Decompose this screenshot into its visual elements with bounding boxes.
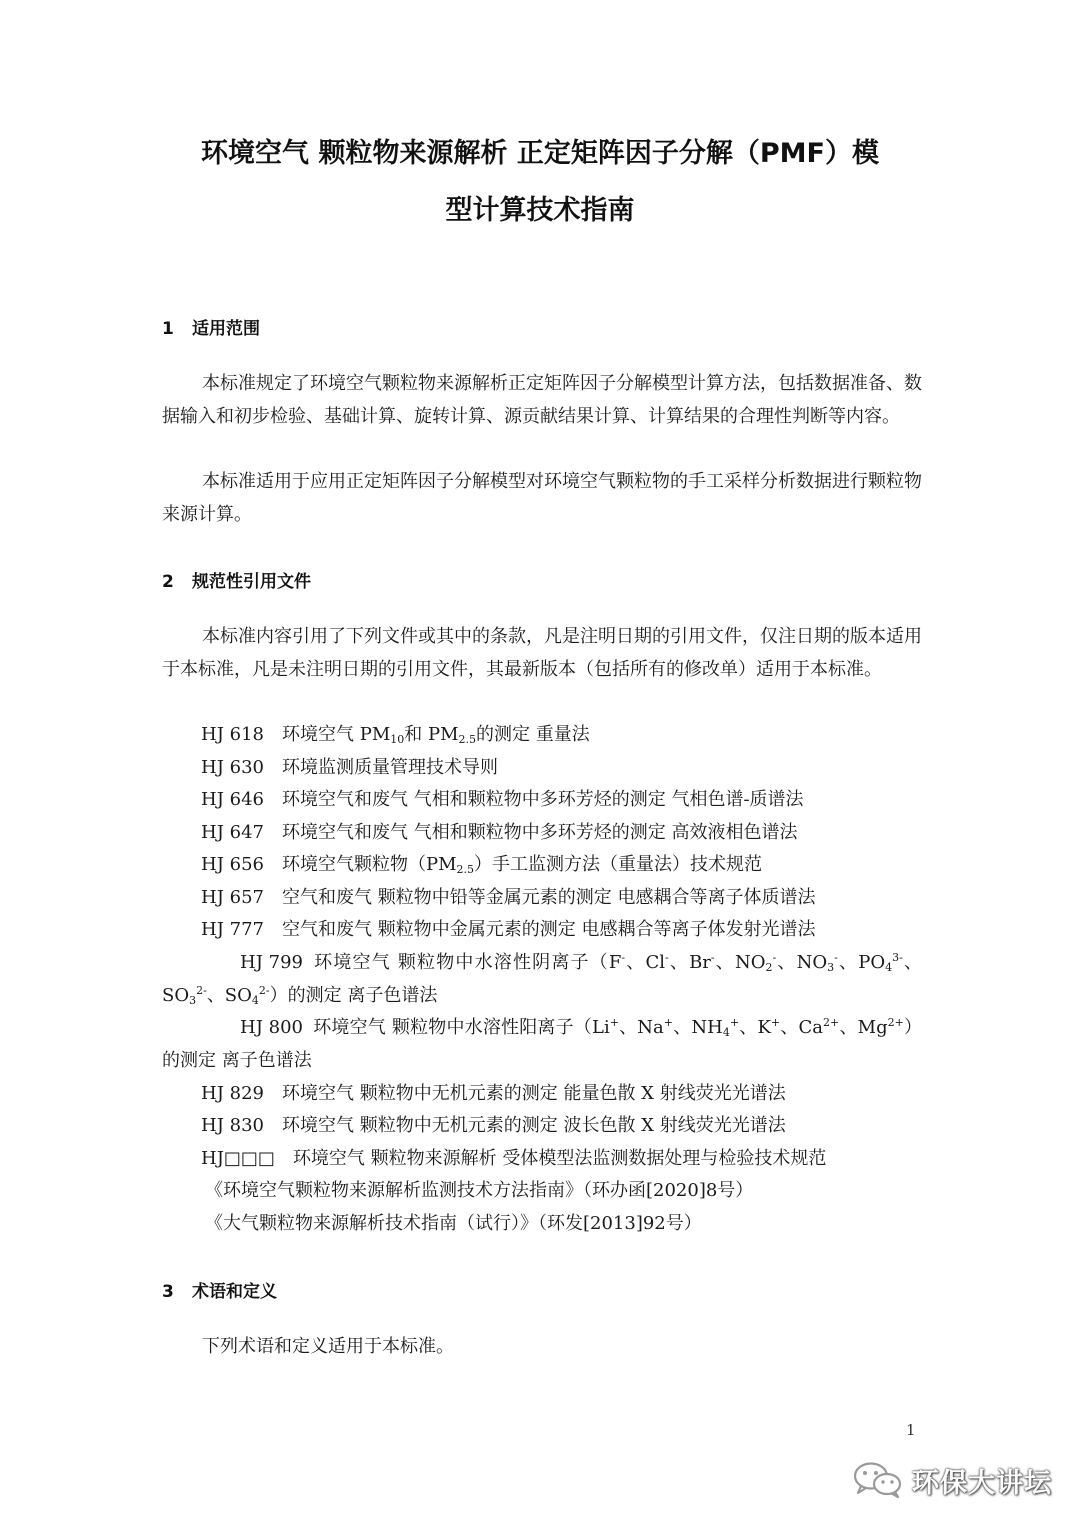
- section-title: 规范性引用文件: [192, 572, 311, 592]
- reference-title: 环境空气和废气 气相和颗粒物中多环芳烃的测定 气相色谱-质谱法: [282, 789, 804, 810]
- reference-title: 环境空气 颗粒物来源解析 受体模型法监测数据处理与检验技术规范: [292, 1148, 827, 1169]
- reference-title: 空气和废气 颗粒物中金属元素的测定 电感耦合等离子体发射光谱法: [282, 919, 816, 940]
- reference-code: HJ 830: [201, 1115, 264, 1136]
- section-2-heading: [162, 567, 311, 592]
- reference-code: HJ 799: [240, 952, 303, 973]
- reference-hj656: HJ 656 环境空气颗粒物$(PM_{2.5})$手工监测方法（重量法）技术规范: [201, 849, 919, 882]
- reference-code: HJ 630: [201, 757, 264, 778]
- reference-title: 环境空气 颗粒物中无机元素的测定 波长色散 X 射线荧光光谱法: [282, 1115, 786, 1136]
- document-title-line-1: 环境空气 颗粒物来源解析 正定矩阵因子分解（PMF）模: [201, 138, 879, 169]
- reference-code: HJ 829: [201, 1083, 264, 1104]
- section-1-paragraph-2: 本标准适用于应用正定矩阵因子分解模型对环境空气颗粒物的手工采样分析数据进行颗粒物来源计算。: [162, 471, 922, 525]
- reference-code: HJ 646: [201, 789, 264, 810]
- reference-code: HJ 647: [201, 822, 264, 843]
- reference-hj618: HJ 618 环境空气 $PM_{10}$和 $PM_{2.5}$的测定 重量法: [201, 719, 919, 752]
- reference-hj657: [201, 882, 919, 915]
- section-2-paragraph-1: 本标准内容引用了下列文件或其中的条款，凡是注明日期的引用文件，仅注日期的版本适用于本标准，凡是未注明日期的引用文件，其最新版本（包括所有的修改单）适用于本标准。: [162, 626, 922, 680]
- reference-code: HJ 618: [201, 724, 264, 745]
- section-1-paragraph-1: 本标准规定了环境空气颗粒物来源解析正定矩阵因子分解模型计算方法，包括数据准备、数据输入和初步检验、基础计算、旋转计算、源贡献结果计算、计算结果的合理性判断等内容。: [162, 373, 922, 427]
- section-3-heading: [162, 1277, 277, 1302]
- reference-code: HJ□□□: [201, 1148, 275, 1169]
- reference-hj830: [201, 1110, 919, 1143]
- reference-code: HJ 800: [240, 1017, 303, 1038]
- reference-code: HJ 656: [201, 854, 264, 875]
- reference-hj777: [201, 914, 919, 947]
- section-number: 2: [162, 572, 174, 592]
- section-number: 3: [162, 1282, 174, 1302]
- reference-hj829: [201, 1078, 919, 1111]
- reference-hj-pending: [201, 1143, 919, 1176]
- reference-doc-1: 《环境空气颗粒物来源解析监测技术方法指南》（环办函[2020]8号）: [205, 1180, 754, 1201]
- watermark: [852, 1460, 1052, 1500]
- reference-title: 环境空气 颗粒物中无机元素的测定 能量色散 X 射线荧光光谱法: [282, 1083, 786, 1104]
- reference-title: 环境空气和废气 气相和颗粒物中多环芳烃的测定 高效液相色谱法: [282, 822, 798, 843]
- reference-doc-2: 《大气颗粒物来源解析技术指南（试行）》（环发[2013]92号）: [205, 1213, 702, 1234]
- document-title-line-2: 型计算技术指南: [445, 195, 635, 226]
- watermark-text: 环保大讲坛: [912, 1467, 1052, 1499]
- reference-title: 环境监测质量管理技术导则: [282, 757, 498, 778]
- section-3-paragraph-1: 下列术语和定义适用于本标准。: [202, 1336, 454, 1357]
- section-title: 适用范围: [192, 319, 260, 339]
- reference-hj800: HJ 800 环境空气 颗粒物中水溶性阳离子（Li+、Na+、$NH_4^+$、K+、$Ca^{2+}$、$Mg^{2+}$）的测定 离子色谱法: [162, 1012, 922, 1077]
- reference-hj630: [201, 752, 919, 785]
- wechat-icon: [852, 1461, 904, 1499]
- section-title: 术语和定义: [192, 1282, 277, 1302]
- reference-title: 空气和废气 颗粒物中铅等金属元素的测定 电感耦合等离子体质谱法: [282, 887, 816, 908]
- reference-code: HJ 777: [201, 919, 264, 940]
- reference-code: HJ 657: [201, 887, 264, 908]
- section-1-heading: [162, 314, 260, 339]
- reference-hj799: HJ 799 环境空气 颗粒物中水溶性阴离子（F-、Cl-、Br-、$NO_2^-$、$NO_3^-$、$PO_4^{3-}$、$SO_3^{2-}$、$SO_4^{2-}$）的测定 离子色谱法: [162, 947, 922, 1012]
- section-number: 1: [162, 319, 174, 339]
- page-number: 1: [906, 1421, 916, 1439]
- reference-hj647: [201, 817, 919, 850]
- reference-hj646: [201, 784, 919, 817]
